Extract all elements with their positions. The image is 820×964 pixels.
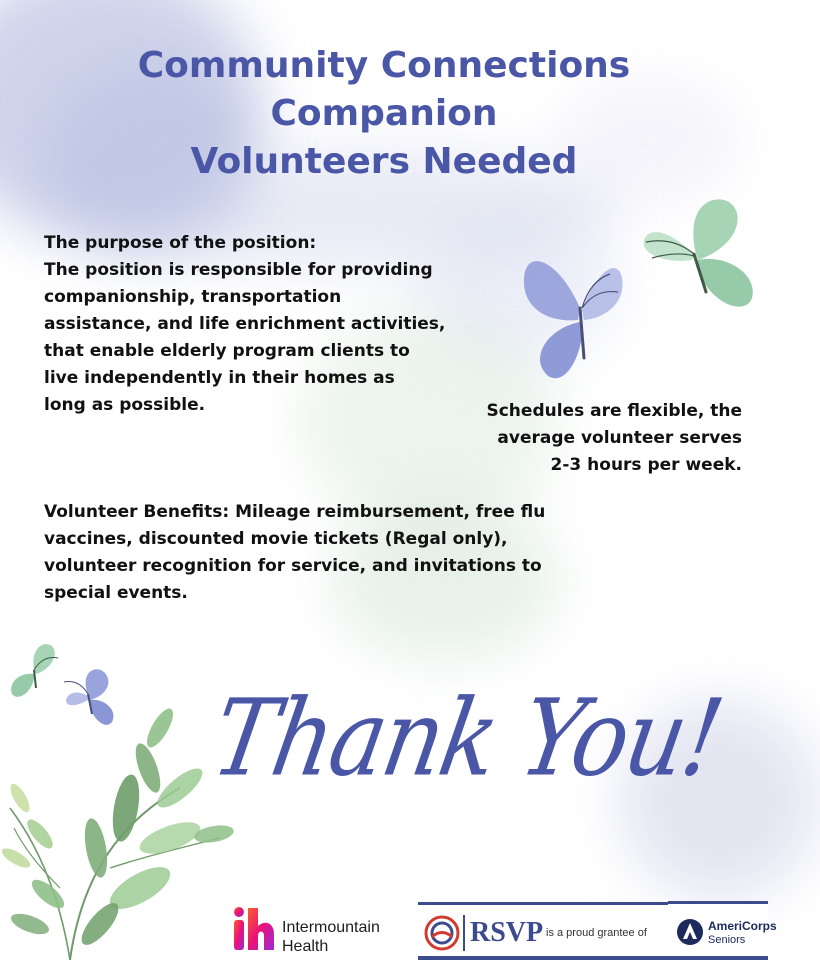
purpose-line: long as possible. bbox=[44, 395, 206, 415]
purpose-section bbox=[44, 230, 484, 419]
title-line-2: Companion bbox=[270, 93, 498, 134]
benefits-section bbox=[44, 499, 604, 607]
footer-bottom-bar bbox=[418, 956, 768, 960]
schedule-line: average volunteer serves bbox=[497, 428, 742, 448]
title-line-1: Community Connections bbox=[137, 45, 631, 86]
schedule-line: 2-3 hours per week. bbox=[550, 455, 742, 475]
schedule-section bbox=[422, 398, 742, 479]
butterfly-green-icon bbox=[636, 194, 760, 316]
purpose-line: live independently in their homes as bbox=[44, 368, 395, 388]
thank-you-text: Thank You! bbox=[204, 676, 730, 800]
purpose-heading: The purpose of the position: bbox=[44, 233, 317, 253]
americorps-name: AmeriCorps bbox=[708, 919, 777, 933]
intermountain-line-1: Intermountain bbox=[282, 919, 380, 936]
thank-you-script bbox=[204, 650, 730, 825]
grantee-text: is a proud grantee of bbox=[546, 927, 647, 939]
title-line-3: Volunteers Needed bbox=[190, 141, 578, 182]
rsvp-emblem-icon bbox=[424, 915, 460, 951]
intermountain-logo-icon bbox=[230, 906, 276, 952]
intermountain-line-2: Health bbox=[282, 938, 329, 955]
intermountain-health-name bbox=[282, 918, 422, 956]
page-title bbox=[0, 42, 768, 186]
purpose-line: The position is responsible for providing bbox=[44, 260, 433, 280]
purpose-line: that enable elderly program clients to bbox=[44, 341, 410, 361]
benefits-line: volunteer recognition for service, and invitations to bbox=[44, 556, 542, 576]
benefits-line: special events. bbox=[44, 583, 188, 603]
footer bbox=[0, 888, 777, 960]
schedule-line: Schedules are flexible, the bbox=[486, 401, 742, 421]
benefits-line: Volunteer Benefits: Mileage reimbursement, free flu bbox=[44, 502, 546, 522]
purpose-line: assistance, and life enrichment activities, bbox=[44, 314, 446, 334]
butterfly-blue-icon bbox=[518, 238, 638, 388]
rsvp-divider bbox=[463, 915, 465, 951]
purpose-line: companionship, transportation bbox=[44, 287, 342, 307]
americorps-sub: Seniors bbox=[708, 934, 746, 946]
benefits-line: vaccines, discounted movie tickets (Regal only), bbox=[44, 529, 508, 549]
rsvp-grantee-banner bbox=[418, 902, 777, 963]
rsvp-logo-text: RSVP bbox=[470, 917, 544, 948]
americorps-logo-icon bbox=[676, 918, 704, 946]
americorps-logo bbox=[668, 901, 777, 964]
